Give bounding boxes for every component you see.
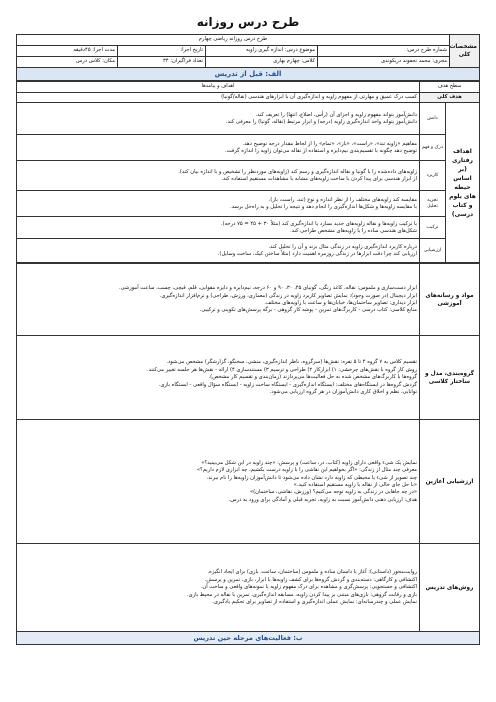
level-lines bbox=[17, 135, 420, 161]
level-name: دانش bbox=[420, 103, 446, 135]
level-lines bbox=[17, 217, 420, 239]
assessment-line: نمایش یک شیء واقعی دارای زاویه (کتاب، در، ساعت) و پرسش: «چند زاویه در این شکل می‌بینید؟» bbox=[201, 459, 417, 466]
methods-line: بازی و رقابت گروهی: بازی‌های مبتنی بر پیدا کردن زاویه، مسابقه اندازه‌گیری، تمرین با نقاله در محیط بازی. bbox=[186, 591, 417, 598]
assessment-line: معرفی چند مثال از زندگی: «اگر بخواهیم این نقاشی را با زاویه درست بکشیم، چه ابزاری لازم داریم؟» bbox=[196, 467, 417, 474]
level-line: توضیح دهد چگونه با تقسیم‌بندی نیم‌دایره و استفاده از نقاله می‌توان زاویه را اندازه گرفت. bbox=[224, 147, 417, 154]
level-lines bbox=[17, 161, 420, 191]
level-name: کاربرد bbox=[420, 161, 446, 191]
subject-line: طرح درس روزانه ریاضی چهارم bbox=[17, 35, 450, 46]
methods-line: اکتشافی و جستجویی: پرسش‌گری و مشاهده برای درک مفهوم زاویه با نمونه‌های واقعی و ساخت آن. bbox=[200, 584, 417, 591]
level-line: زاویه‌های داده‌شده را با گونیا و نقاله اندازه‌گیری و رسم کند (زاویه‌های موردنظر را تشخیص و با اندازه بیان کند). bbox=[178, 168, 417, 175]
methods-line: اکتشافی و کارگاهی: دسته‌بندی و گردش گروه‌ها برای کشف زاویه‌ها با ابزار، بازی، تمرین و پرسش. bbox=[204, 576, 417, 583]
level-line: شکل‌های هندسی ساده را با زاویه‌های مشخص طراحی کند. bbox=[290, 227, 417, 234]
materials-line: ابزار دیجیتال (در صورت وجود): نمایش تصاویر کاربرد زاویه در زندگی (معماری، ورزش، طراحی) و نرم‌افزار اندازه‌گیری. bbox=[159, 292, 417, 299]
goals-col-level: سطح هدف bbox=[420, 82, 480, 93]
assessment-line: «با حل جای خالی از نقاله با زاویه مستقیم استفاده کنید.» bbox=[293, 481, 417, 488]
materials-content bbox=[17, 264, 420, 336]
place: مکان: کلاس درس bbox=[17, 57, 118, 68]
grouping-line: روش کار گروه با نقش‌های چرخشی: ۱) ابزارکار ۲) طراحی و ترسیم ۳) مستندسازی ۴) ارائه - نقش‌ها هر جلسه تغییر می‌کنند. bbox=[146, 366, 417, 373]
grouping-line: تقسیم کلاس به ۷ گروه ۴ تا ۵ نفره: نقش‌ها (سرگروه، ناظر اندازه‌گیری، منشی، سخنگو، گزارشگر) مشخص می‌شود. bbox=[166, 359, 417, 366]
materials-line: ابزار دست‌سازی و ملموس: نقاله، کاغذ رنگی، گونیای ۴۵، ۳۰، ۹۰ و ۶۰ درجه، نیم‌دایره و دایره مقوایی، قلم، قیچی، چسب، ساعت آموزشی. bbox=[118, 285, 417, 292]
section-before: الف: قبل از تدریس bbox=[16, 68, 480, 81]
methods-line: روایت‌محور (داستانی): آغاز با داستان ساده و ملموس (ساختمان، ساعت، بازی) برای ایجاد انگیزه. bbox=[207, 569, 417, 576]
assessment-line: هدف: ارزیابی ذهنی دانش‌آموز نسبت به زاویه، تجربه قبلی و آمادگی برای ورود به درس. bbox=[228, 496, 417, 503]
materials-line: ابزار دیداری: تصاویر ساختمان‌ها، خیابان‌ها و ساعت با زاویه‌های مختلف. bbox=[264, 299, 417, 306]
methods-line: نمایش عملی و چندرسانه‌ای: نمایش عملی اندازه‌گیری و استفاده از تصاویر برای تحکیم یادگیری. bbox=[212, 599, 417, 606]
level-line: درباره کاربرد اندازه‌گیری زاویه در زندگی مثال بزند و آن را تحلیل کند. bbox=[268, 243, 417, 250]
assessment-line: «در چه جاهایی در زندگی به زاویه توجه می‌کنیم؟ (ورزش، نقاشی، ساختمان)» bbox=[249, 489, 417, 496]
materials-line: منابع کلاسی: کتاب درسی - کاربرگ‌های تمرین - پوشه کار گروهی - برگه پرسش‌های تکوینی و ترکیبی. bbox=[199, 307, 417, 314]
plan-number: شماره طرح درس: bbox=[318, 46, 450, 57]
date: تاریخ اجرا: bbox=[118, 46, 206, 57]
level-line: با ترکیب زاویه‌ها و نقاله زاویه‌های جدید بسازد یا اندازه‌گیری کند (مثلاً ۳۰ + ۴۵ = ۷۵ درجه). bbox=[220, 220, 417, 227]
behavioral-goals-label: اهداف رفتاری (بر اساس حیطه های بلوم و کتاب درسی) bbox=[446, 103, 480, 263]
level-lines bbox=[17, 239, 420, 263]
assessment-content bbox=[17, 420, 420, 544]
grouping-line: گروه‌ها با کاربرگ‌های مشخص شده به حل فعالیت‌ها می‌پردازند (زمان‌بندی و تقسیم کار مشخص). bbox=[208, 374, 417, 381]
methods-label: روش‌های تدریس bbox=[420, 544, 480, 632]
level-line: دانش‌آموز بتواند مفهوم زاویه و اجزای آن (رأس، اضلاع، انتها) را تعریف کند. bbox=[255, 111, 417, 118]
level-name: ارزشیابی bbox=[420, 239, 446, 263]
level-name: ترکیب bbox=[420, 217, 446, 239]
grade: کلاس: چهارم بهاری bbox=[206, 57, 318, 68]
level-line: دانش‌آموز بتواند واحد اندازه‌گیری زاویه (درجه) و ابزار مرتبط (نقاله، گونیا) را معرفی کند. bbox=[225, 118, 417, 125]
level-name: درک و فهم bbox=[420, 135, 446, 161]
goals-col-goals: اهداف و پیامدها bbox=[17, 82, 420, 93]
assessment-label: ارزشیابی آغازین bbox=[420, 420, 480, 544]
section-during: ب: فعالیت‌های مرحله حین تدریس bbox=[16, 632, 480, 645]
students: تعداد فراگیران: ۳۴ bbox=[118, 57, 206, 68]
header-table bbox=[16, 34, 480, 68]
header-side-label: مشخصات کلی bbox=[450, 35, 480, 68]
methods-content bbox=[17, 544, 420, 632]
grouping-content bbox=[17, 336, 420, 420]
topic: موضوع درس: اندازه گیری زاویه bbox=[206, 46, 318, 57]
materials-label: مواد و رسانه‌های آموزشی bbox=[420, 264, 480, 336]
assessment-line: چند تصویر از شیء یا محیطی که زاویه دارد نشان داده می‌شود تا دانش‌آموزان زاویه‌ها را نام ببرند. bbox=[206, 474, 417, 481]
teacher: مجری: محمد نجفوند دریکوندی bbox=[318, 57, 450, 68]
level-line: مفاهیم «زاویه تند»، «راست»، «باز»، «تمام» را از لحاظ مقدار درجه توضیح دهد. bbox=[242, 140, 417, 147]
page-title: طرح درس روزانه bbox=[196, 15, 300, 29]
goal-general-label: هدف کلی bbox=[420, 93, 480, 103]
duration: مدت اجرا: ۴۵دقیقه bbox=[17, 46, 118, 57]
level-line: از ابزار هندسی برای پیدا کردن یا ساخت زاویه‌های مشابه با مشاهدات مستقیم استفاده کند. bbox=[221, 175, 417, 182]
goal-general-text: کسب درک عمیق و مهارتی از مفهوم زاویه و اندازه‌گیری آن با ابزارهای هندسی (نقاله/گونیا) bbox=[17, 93, 420, 103]
level-line: ارزیابی کند چرا دقت ابزارها در زندگی روزمره اهمیت دارد (مثلاً ساختن کیک، ساخت وسایل). bbox=[217, 250, 417, 257]
grouping-line: گردش گروه‌ها در ایستگاه‌های مختلف: ایستگاه اندازه‌گیری - ایستگاه ساخت زاویه - ایستگاه سؤال واقعی - ایستگاه بازی. bbox=[158, 381, 417, 388]
goals-table bbox=[16, 81, 480, 263]
level-lines bbox=[17, 191, 420, 217]
level-name: تجزیه تحلیل bbox=[420, 191, 446, 217]
sections-table bbox=[16, 263, 480, 632]
grouping-label: گروه‌بندی، مدل و ساختار کلاسی bbox=[420, 336, 480, 420]
level-line: مقایسه کند زاویه‌های مختلف را از نظر اندازه و نوع (تند، راست، باز). bbox=[268, 196, 417, 203]
level-lines bbox=[17, 103, 420, 135]
grouping-line: توانایی، نظم و اخلاق کاری دانش‌آموزان در هر گروه ارزیابی می‌شود. bbox=[269, 389, 417, 396]
level-line: با مقایسه زاویه‌ها و شکل‌ها اندازه‌گیری را انجام دهد و نتیجه را تحلیل و به راه‌حل برسد. bbox=[230, 203, 417, 210]
